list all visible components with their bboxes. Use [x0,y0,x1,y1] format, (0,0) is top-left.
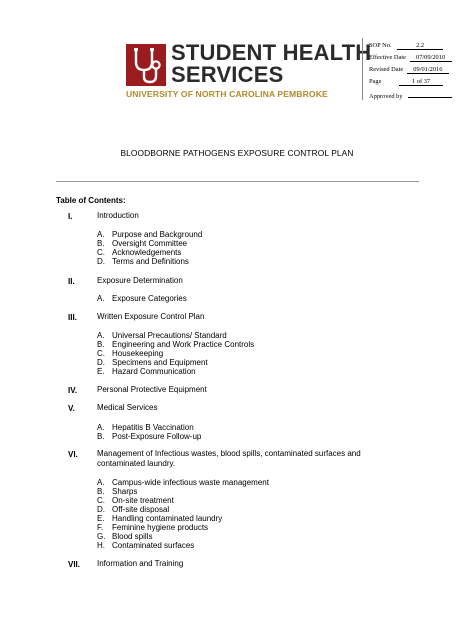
item-letter: G. [97,532,106,541]
stethoscope-icon [126,44,166,86]
toc-item: Purpose and Background [112,230,203,239]
approved-by-row [369,90,452,100]
revised-date-label: Revised Date [369,66,404,73]
item-letter: A. [97,423,105,432]
effective-date-value: 07/09/2010 [410,54,452,62]
approved-by-label: Approved by [369,93,403,100]
effective-date-label: Effective Date [369,54,406,61]
item-letter: E. [97,367,105,376]
item-letter: C. [97,349,105,358]
item-letter: A. [97,230,105,239]
toc-item: Universal Precautions/ Standard [112,331,227,340]
toc-item: Terms and Definitions [112,257,189,266]
item-letter: B. [97,432,105,441]
section-number: V. [68,404,75,413]
logo-line-2: SERVICES [171,62,284,87]
item-letter: D. [97,257,105,266]
item-letter: F. [97,523,104,532]
item-letter: A. [97,294,105,303]
section-title: Management of Infectious wastes, blood spills, contaminated surfaces and contaminated laundry. [97,449,361,468]
approved-by-value [408,90,452,98]
logo-university-name: UNIVERSITY OF NORTH CAROLINA PEMBROKE [126,89,328,99]
item-letter: D. [97,358,105,367]
logo-line-1: STUDENT HEALTH [171,40,372,65]
sop-number-row [369,42,443,50]
page-value: 1 of 37 [399,78,443,86]
item-letter: A. [97,331,105,340]
item-letter: A. [97,478,105,487]
toc-item: Acknowledgements [112,248,182,257]
toc-item: On-site treatment [112,496,174,505]
section-number: VII. [68,560,81,569]
revised-date-row [369,66,449,74]
sop-number-value: 2.2 [397,42,443,50]
toc-item: Hepatitis B Vaccination [112,423,194,432]
toc-item: Exposure Categories [112,294,187,303]
item-letter: C. [97,248,105,257]
section-title: Information and Training [97,559,184,568]
toc-item: Blood spills [112,532,153,541]
page-row [369,78,443,86]
item-letter: E. [97,514,105,523]
toc-item: Campus-wide infectious waste management [112,478,269,487]
toc-item: Handling contaminated laundry [112,514,223,523]
revised-date-value: 09/01/2016 [407,66,449,74]
section-title: Written Exposure Control Plan [97,312,205,321]
section-number: IV. [68,386,78,395]
toc-item: Oversight Committee [112,239,188,248]
section-number: I. [68,212,73,221]
section-number: VI. [68,450,78,459]
toc-item: Post-Exposure Follow-up [112,432,202,441]
toc-item: Housekeeping [112,349,164,358]
section-number: III. [68,313,77,322]
toc-heading: Table of Contents: [56,196,126,205]
section-title: Personal Protective Equipment [97,385,207,394]
toc-item: Contaminated surfaces [112,541,195,550]
item-letter: B. [97,487,105,496]
section-number: II. [68,277,75,286]
item-letter: B. [97,239,105,248]
student-health-services-logo [126,40,372,99]
section-title: Introduction [97,211,139,220]
toc-item: Off-site disposal [112,505,170,514]
toc-item: Engineering and Work Practice Controls [112,340,255,349]
page-label: Page [369,78,382,85]
section-title: Exposure Determination [97,276,183,285]
toc-item: Sharps [112,487,138,496]
sop-info-box [362,38,463,100]
document-title: BLOODBORNE PATHOGENS EXPOSURE CONTROL PLAN [120,148,354,158]
sop-number-label: SOP No. [369,42,392,49]
title-divider [56,181,419,182]
item-letter: C. [97,496,105,505]
toc-item: Specimens and Equipment [112,358,208,367]
toc-item: Feminine hygiene products [112,523,209,532]
item-letter: D. [97,505,105,514]
effective-date-row [369,54,452,62]
section-title: Medical Services [97,403,158,412]
item-letter: H. [97,541,105,550]
toc-item: Hazard Communication [112,367,196,376]
item-letter: B. [97,340,105,349]
